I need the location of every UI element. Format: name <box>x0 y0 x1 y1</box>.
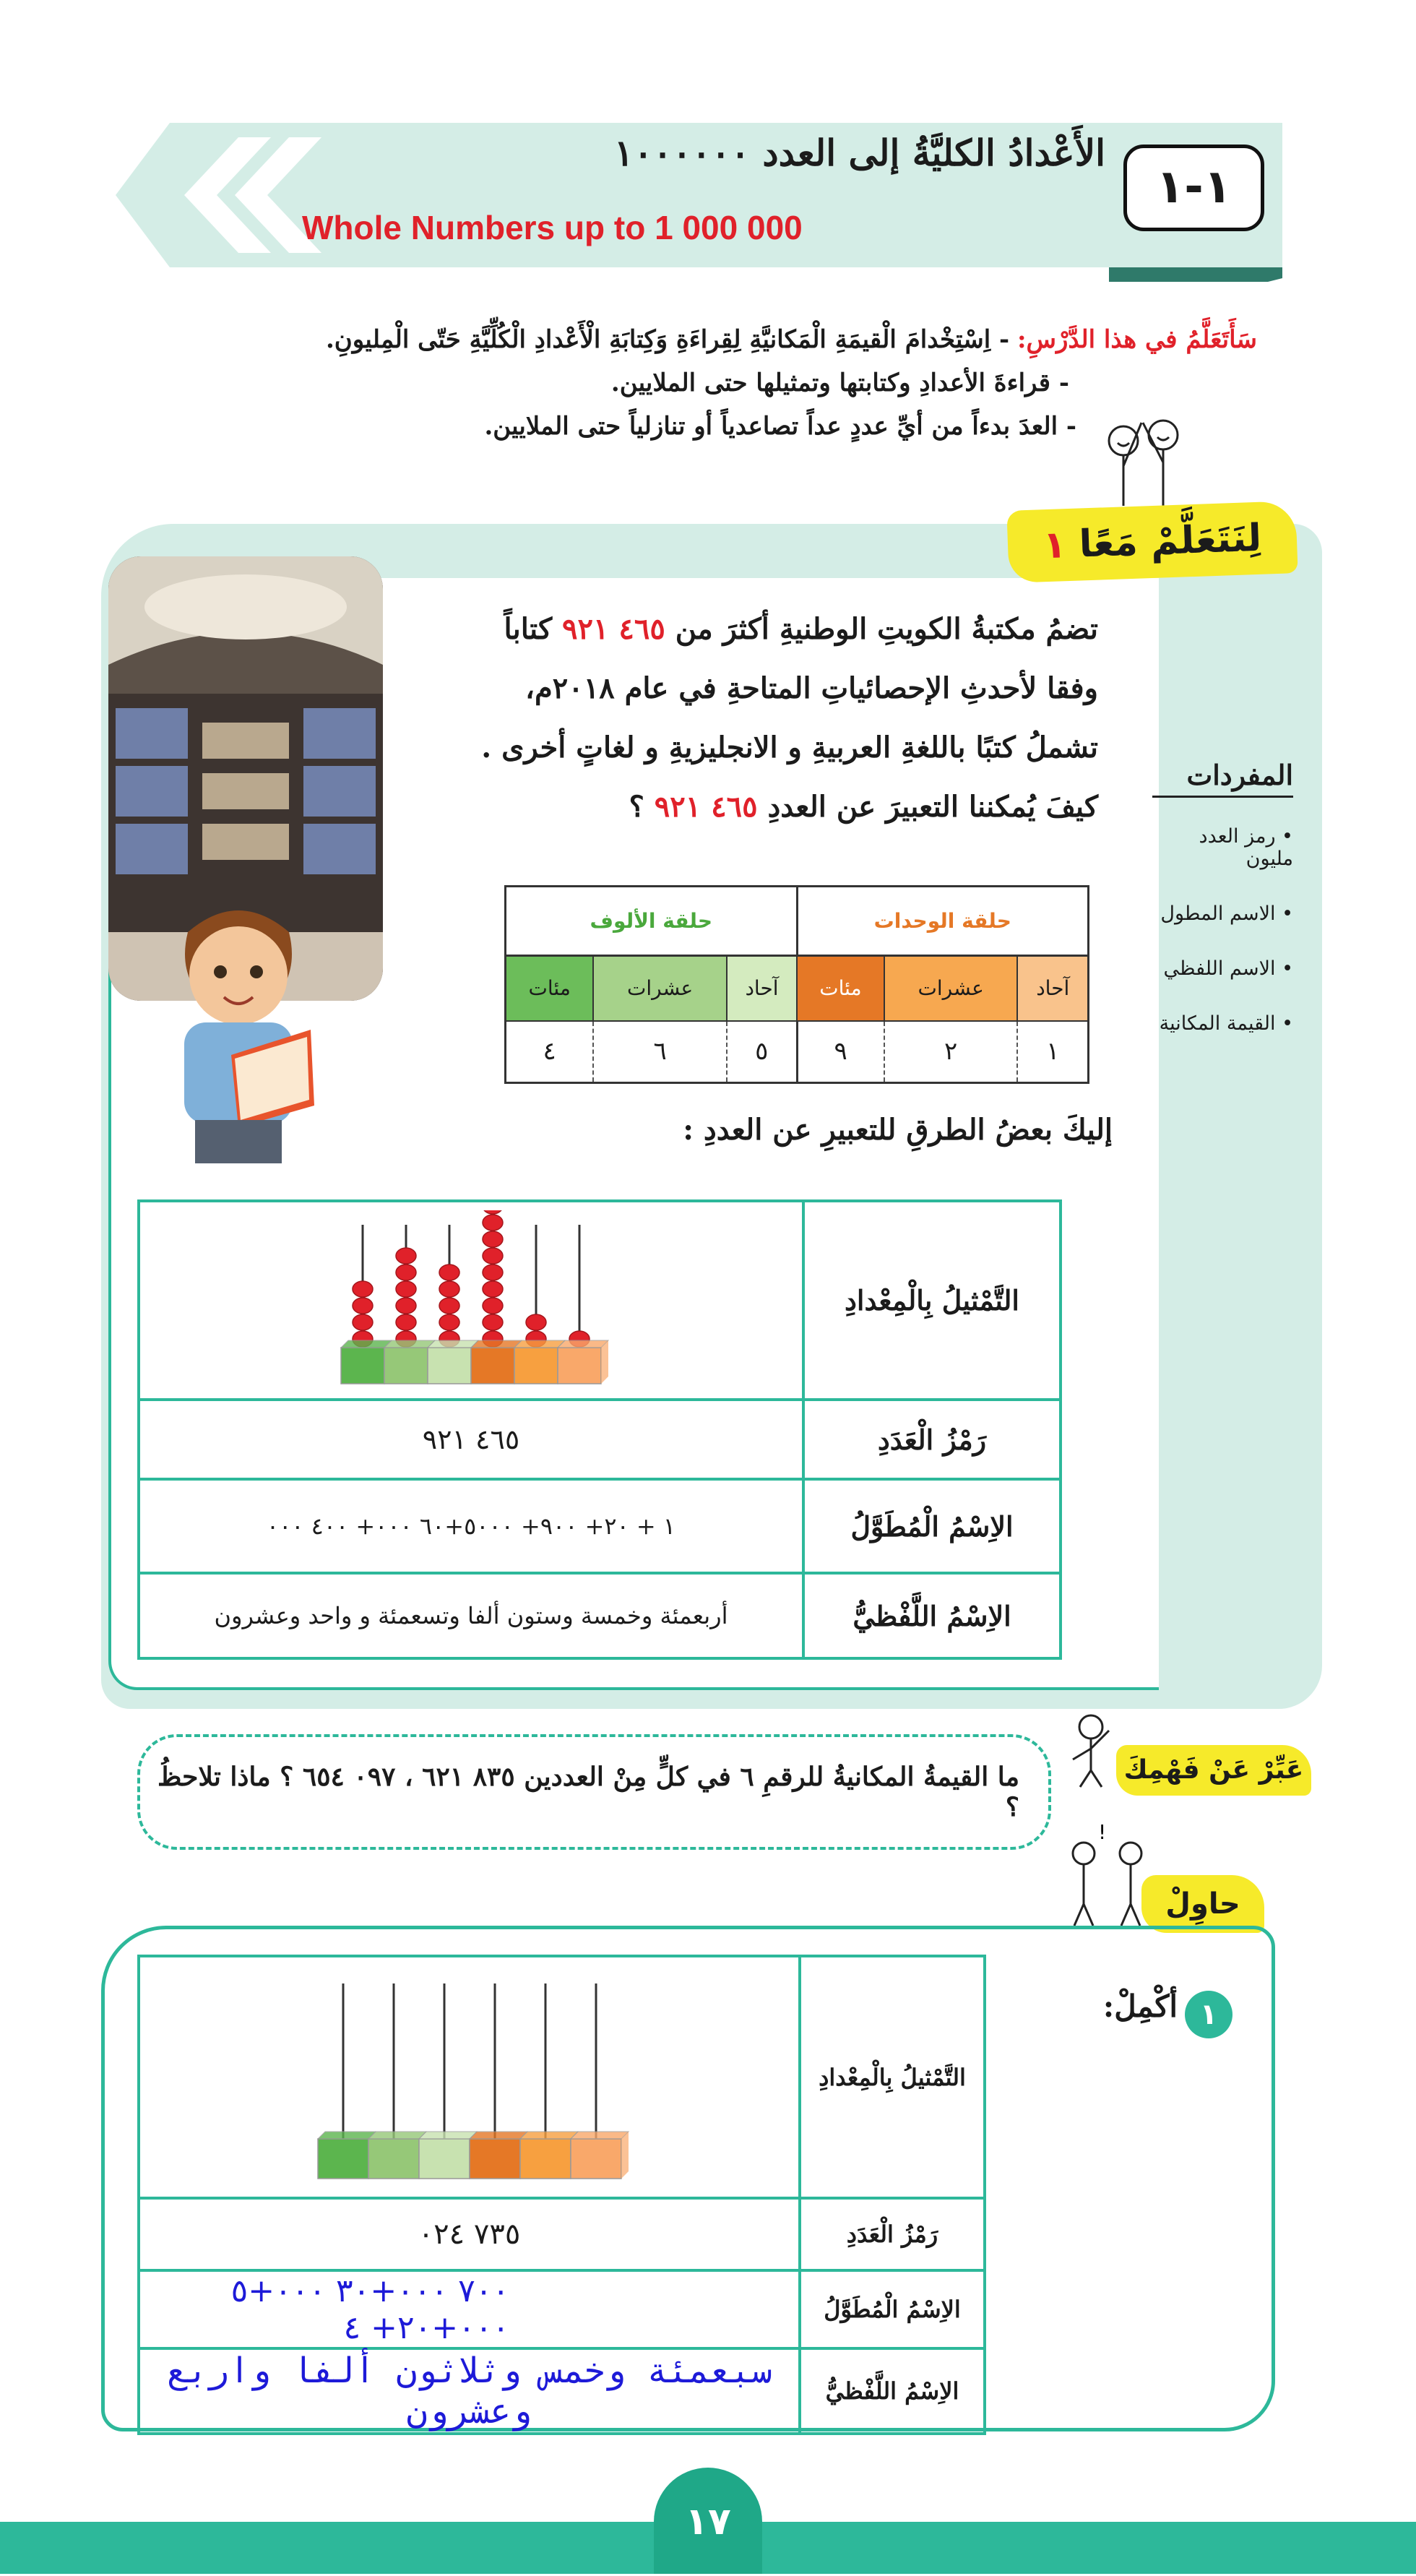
abacus-cell <box>139 1201 803 1400</box>
word-form-label: الاِسْمُ اللَّفْظيُّ <box>803 1573 1061 1658</box>
place-value-headers <box>506 956 1089 1021</box>
story-line-2: وفقا لأحدثِ الإحصائياتِ المتاحةِ في عام ٢٠١٨م، <box>525 671 1098 705</box>
abacus-base-block <box>514 1348 558 1384</box>
vocab-item: • القيمة المكانية <box>1159 1012 1293 1035</box>
exercise-label: أكْمِلْ: <box>1102 1989 1178 2024</box>
abacus-bead <box>483 1298 503 1314</box>
digit-cell: ٥ <box>727 1021 797 1083</box>
abacus-bead <box>396 1298 416 1314</box>
story-line-1: تضمُ مكتبةُ الكويتِ الوطنيةِ أكثرَ من ٤٦٥ ٩٢١ كتاباً <box>504 612 1098 646</box>
try-number-symbol-value: ٧٣٥ ٠٢٤ <box>139 2198 800 2270</box>
word-form-value: أربعمئة وخمسة وستون ألفا وتسعمئة و واحد وعشرون <box>139 1573 803 1658</box>
ways-intro: إليكَ بعضُ الطرقِ للتعبيرِ عن العددِ : <box>683 1113 1113 1147</box>
vocabulary-title: المفردات <box>1152 759 1293 798</box>
learn-together-label <box>1006 501 1298 583</box>
abacus-bead <box>396 1248 416 1264</box>
try-word-value: سبعمئة وخمس وثلاثون ألفا واربع وعشرون <box>139 2348 800 2434</box>
abacus-base-side <box>601 1340 608 1384</box>
abacus-bead <box>439 1265 459 1280</box>
header-banner <box>116 123 1282 267</box>
expanded-form-label: الاِسْمُ الْمُطَوَّلُ <box>803 1479 1061 1573</box>
learn-together-number: ١ <box>1042 523 1067 568</box>
abacus-base-block <box>419 2139 470 2179</box>
story-line-3: تشملُ كتبًا باللغةِ العربيةِ و الانجليزيةِ و لغاتٍ أخرى . <box>481 731 1098 764</box>
place-value-digits <box>506 1021 1089 1083</box>
express-question: ما القيمةُ المكانيةُ للرقمِ ٦ في كلٍّ مِنْ العددين ٨٣٥ ٦٢١ ، ٠٩٧ ٦٥٤ ؟ ماذا تلاحظُ ؟ <box>157 1762 1019 1822</box>
header-units-ones: آحاد <box>1017 956 1088 1021</box>
header-thousands-tens: عشرات <box>593 956 727 1021</box>
number-symbol-label: رَمْزُ الْعَدَدِ <box>803 1400 1061 1479</box>
abacus-base-top <box>558 1340 608 1348</box>
objective-2: - قراءةَ الأعدادِ وكتابتها وتمثيلها حتى الملايين. <box>610 369 1069 397</box>
expanded-form-value: ١ + ٢٠+ ٩٠٠+ ٥٠٠٠+٦٠ ٠٠٠+ ٤٠٠ ٠٠٠ <box>139 1479 803 1573</box>
abacus-base-top <box>318 2132 376 2139</box>
abacus-base-block <box>368 2139 419 2179</box>
header-thousands-hundreds: مئات <box>506 956 594 1021</box>
abacus-bead <box>353 1314 373 1330</box>
digit-cell: ٩ <box>797 1021 884 1083</box>
digit-cell: ١ <box>1017 1021 1088 1083</box>
try-label: حاوِلْ <box>1141 1875 1264 1933</box>
abacus-base-top <box>368 2132 426 2139</box>
abacus-base-block <box>428 1348 471 1384</box>
abacus-base-side <box>621 2132 629 2179</box>
abacus-bead <box>526 1314 546 1330</box>
abacus-base-top <box>419 2132 477 2139</box>
try-table <box>137 1955 986 2435</box>
story-number: ٤٦٥ ٩٢١ <box>562 612 665 646</box>
abacus-base-top <box>471 1340 522 1348</box>
abacus-bead <box>483 1265 503 1280</box>
abacus-row-label: التَّمْثيلُ بِالْمِعْدادِ <box>803 1201 1061 1400</box>
abacus-bead <box>439 1281 459 1297</box>
try-expanded-value: ٧٠٠ ٠٠٠+٣٠ ٠٠٠+٥ ٠٠٠+٢٠+ ٤ <box>139 2270 800 2348</box>
lesson-title-english: Whole Numbers up to 1 000 000 <box>302 209 803 246</box>
abacus-base-top <box>514 1340 565 1348</box>
header-thousands-ones: آحاد <box>727 956 797 1021</box>
digit-cell: ٤ <box>543 1037 556 1067</box>
express-question-box <box>137 1734 1051 1850</box>
abacus-base-block <box>558 1348 601 1384</box>
abacus-base-top <box>384 1340 435 1348</box>
abacus-base-top <box>470 2132 527 2139</box>
abacus-base-block <box>470 2139 520 2179</box>
try-expanded-label: الاِسْمُ الْمُطَوَّلُ <box>800 2270 985 2348</box>
digit-cell: ٢ <box>884 1021 1018 1083</box>
group-units: حلقة الوحدات <box>797 887 1088 956</box>
abacus-base-top <box>520 2132 578 2139</box>
lesson-number-box: ١-١ <box>1123 145 1264 231</box>
number-symbol-value: ٤٦٥ ٩٢١ <box>139 1400 803 1479</box>
exercise-number: ١ <box>1185 1991 1232 2038</box>
try-abacus-label: التَّمْثيلُ بِالْمِعْدادِ <box>800 1956 985 2198</box>
abacus-bead <box>439 1314 459 1330</box>
abacus-bead <box>483 1215 503 1231</box>
abacus-base-top <box>428 1340 478 1348</box>
abacus-bead <box>396 1314 416 1330</box>
representation-table <box>137 1199 1062 1660</box>
abacus-filled <box>312 1210 630 1391</box>
boy-reading-illustration <box>144 889 332 1163</box>
abacus-bead <box>483 1210 503 1214</box>
lesson-title-arabic: الأَعْدادُ الكليَّةُ إلى العدد ١٠٠٠٠٠٠ <box>613 132 1105 174</box>
vocab-item: • رمز العدد مليون <box>1199 825 1293 870</box>
header-units-hundreds: مئات <box>797 956 884 1021</box>
vocab-item: • الاسم اللفظي <box>1163 957 1293 980</box>
abacus-bead <box>483 1281 503 1297</box>
abacus-bead <box>439 1298 459 1314</box>
abacus-bead <box>396 1281 416 1297</box>
abacus-base-top <box>571 2132 629 2139</box>
abacus-empty <box>300 1969 639 2186</box>
story-question: كيفَ يُمكننا التعبيرَ عن العددِ ٤٦٥ ٩٢١ ؟ <box>629 790 1098 824</box>
vocabulary-box <box>1152 759 1293 1035</box>
abacus-bead <box>353 1281 373 1297</box>
abacus-bead <box>353 1298 373 1314</box>
abacus-bead <box>483 1248 503 1264</box>
abacus-base-block <box>341 1348 384 1384</box>
page-number: ١٧ <box>654 2468 762 2574</box>
place-value-table <box>504 885 1089 1084</box>
digit-cell: ٦ <box>593 1021 727 1083</box>
objective-3: - العدَ بدءاً من أيِّ عددٍ عداً تصاعدياً أو تنازلياً حتى الملايين. <box>484 412 1076 441</box>
express-label: عَبِّرْ عَنْ فَهْمِكَ <box>1116 1745 1311 1796</box>
abacus-row <box>139 1201 1061 1400</box>
header-units-tens: عشرات <box>884 956 1018 1021</box>
abacus-bead <box>396 1265 416 1280</box>
objectives-lead: سَأَتَعَلَّمُ في هذا الدَّرْسِ: <box>1016 325 1257 354</box>
objective-1: - اِسْتِخْدامَ الْقيمَةِ الْمَكانيَّةِ لِقِراءَةِ وَكِتابَةِ الْأَعْدادِ الْكُلِّيَّةِ حَتّى الْمِليونِ. <box>325 325 1010 354</box>
cheering-kids-icon <box>1091 412 1192 520</box>
try-word-label: الاِسْمُ اللَّفْظيُّ <box>800 2348 985 2434</box>
abacus-bead <box>483 1314 503 1330</box>
story-question-number: ٤٦٥ ٩٢١ <box>654 790 758 824</box>
abacus-base-block <box>384 1348 428 1384</box>
abacus-bead <box>483 1231 503 1247</box>
abacus-base-block <box>520 2139 571 2179</box>
thinking-kid-icon <box>1062 1709 1120 1788</box>
learn-together-text: لِنَتَعَلَّمْ مَعًا <box>1078 516 1263 567</box>
abacus-base-block <box>318 2139 368 2179</box>
try-abacus-cell <box>139 1956 800 2198</box>
vocab-item: • الاسم المطول <box>1160 903 1293 925</box>
abacus-base-block <box>571 2139 621 2179</box>
story-text <box>462 600 1098 837</box>
group-thousands: حلقة الألوف <box>506 887 798 956</box>
abacus-base-block <box>471 1348 514 1384</box>
svg-text:!: ! <box>1098 1821 1107 1844</box>
try-number-symbol-label: رَمْزُ الْعَدَدِ <box>800 2198 985 2270</box>
abacus-base-top <box>341 1340 392 1348</box>
